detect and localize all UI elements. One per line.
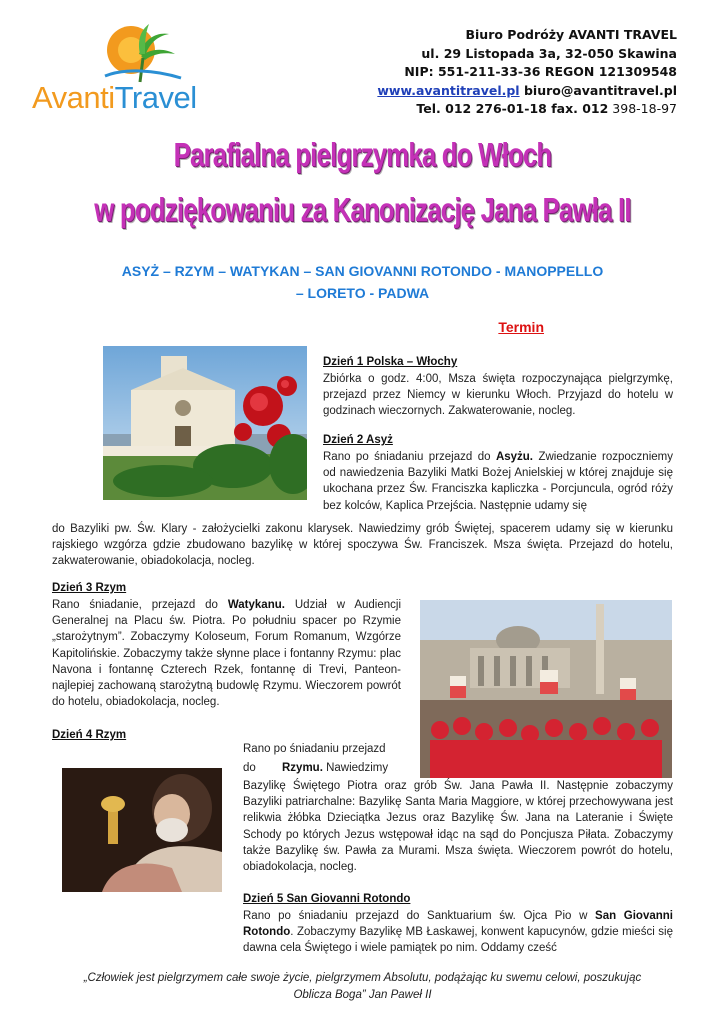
vatican-pilgrims-photo — [420, 600, 672, 778]
day-4-text: Bazylikę Świętego Piotra oraz grób Św. Jana Pawła II. Następnie zobaczymy Bazyliki patriarchalne: Bazylikę Santa Maria Maggiore, w której przechowywana jest relikwia żłóbka Dzieciątka Jezus oraz Bazylikę Św. Jana na Lateranie i Święte Schody po których Jezus wstępował idąc na sąd do Poncjusza Piłata. Zobaczymy także Bazylikę św. Pawła za Murami. Msza święta. Wieczorem powrót do hotelu, obiadokolacja, nocleg. — [243, 780, 673, 874]
day-1-text: Zbiórka o godz. 4:00, Msza święta rozpoczynająca pielgrzymkę, przejazd przez Niemcy w kierunku Włoch. Przyjazd do hotelu w godzinach wieczornych. Zakwaterowanie, nocleg. — [323, 373, 673, 418]
route-subtitle: ASYŻ – RZYM – WATYKAN – SAN GIOVANNI ROTONDO - MANOPPELLO – LORETO - PADWA — [121, 263, 604, 301]
company-web-email — [377, 82, 677, 101]
email-text: biuro@avantitravel.pl — [519, 82, 677, 98]
company-contact-block — [377, 26, 677, 119]
logo-text-travel: Travel — [114, 80, 197, 115]
footer-quote: „Człowiek jest pielgrzymem całe swoje życie, pielgrzymem Absolutu, podążając ku swemu celowi, poszukując Oblicza Boga” Jan Paweł II — [83, 972, 642, 1001]
company-name: Biuro Podróży AVANTI TRAVEL — [465, 27, 677, 42]
day-2-text-bottom: do Bazyliki pw. Św. Klary - założycielki zakonu klarysek. Nawiedzimy grób Świętej, spacerem udamy się w kierunku rajskiego wzgórza gdzie zbudowano bazylikę w której spoczywa Św. Franciszek. Msza święta. Przejazd do hotelu, zakwaterowanie, obiadokolacja, nocleg. — [52, 523, 673, 568]
company-phone: Tel. 012 276-01-18 fax. 012 398-18-97 — [416, 101, 677, 116]
assisi-basilica-photo — [103, 346, 307, 500]
day-4-heading: Dzień 4 Rzym — [52, 729, 127, 741]
padre-pio-photo — [62, 768, 222, 892]
day-1-heading: Dzień 1 Polska – Włochy — [323, 356, 458, 368]
day-5-text: Rano po śniadaniu przejazd do Sanktuarium św. Ojca Pio w San Giovanni Rotondo. Zobaczymy Bazylikę MB Łaskawej, konwent kapucynów, gdzie mieści się dawna cela Świętego i wiele pamiątek po nim. Oddamy cześć — [243, 910, 673, 955]
title-line-1: Parafialna pielgrzymka do Włoch — [173, 136, 552, 173]
title-line-2: w podziękowaniu za Kanonizację Jana Pawła II — [94, 191, 631, 228]
website-link[interactable]: www.avantitravel.pl — [377, 82, 520, 98]
company-address: ul. 29 Listopada 3a, 32-050 Skawina — [421, 45, 677, 61]
day-3-text: Rano śniadanie, przejazd do Watykanu. Udział w Audiencji Generalnej na Placu św. Piotra. Po południu spacer po Rzymie „starożytnym”. Zobaczymy Koloseum, Forum Romanum, Wzgórze Kapitolińskie. Zobaczymy także słynne place i fontanny Rzymu: plac Navona i fontannę Czterech Rzek, fontannę di Trevi, Panteon- najlepiej zachowaną starożytną budowlę Rzymu. Wieczorem powrót do hotelu, obiadokolacja, nocleg. — [52, 599, 401, 709]
day-2-heading: Dzień 2 Asyż — [323, 434, 393, 446]
day-2-text-top: Rano po śniadaniu przejazd do Asyżu. Zwiedzanie rozpoczniemy od nawiedzenia Bazyliki Matki Bożej Anielskiej w której znajduje się ukochana przez Św. Franciszka kapliczka - Porcjuncula, ogród róży bez kolców, Kaplica Przejścia. Następnie udamy się — [323, 451, 673, 512]
company-tax-ids: NIP: 551-211-33-36 REGON 121309548 — [404, 64, 677, 79]
logo-text-avanti: Avanti — [32, 80, 115, 115]
day-4-text-intro-1: Rano po śniadaniu przejazd — [243, 743, 386, 755]
day-5-heading: Dzień 5 San Giovanni Rotondo — [243, 893, 411, 905]
day-4-text-intro-2: do Rzymu. Nawiedzimy — [243, 762, 389, 774]
day-3-heading: Dzień 3 Rzym — [52, 582, 127, 594]
logo — [30, 18, 220, 118]
termin-heading: Termin — [498, 319, 544, 335]
